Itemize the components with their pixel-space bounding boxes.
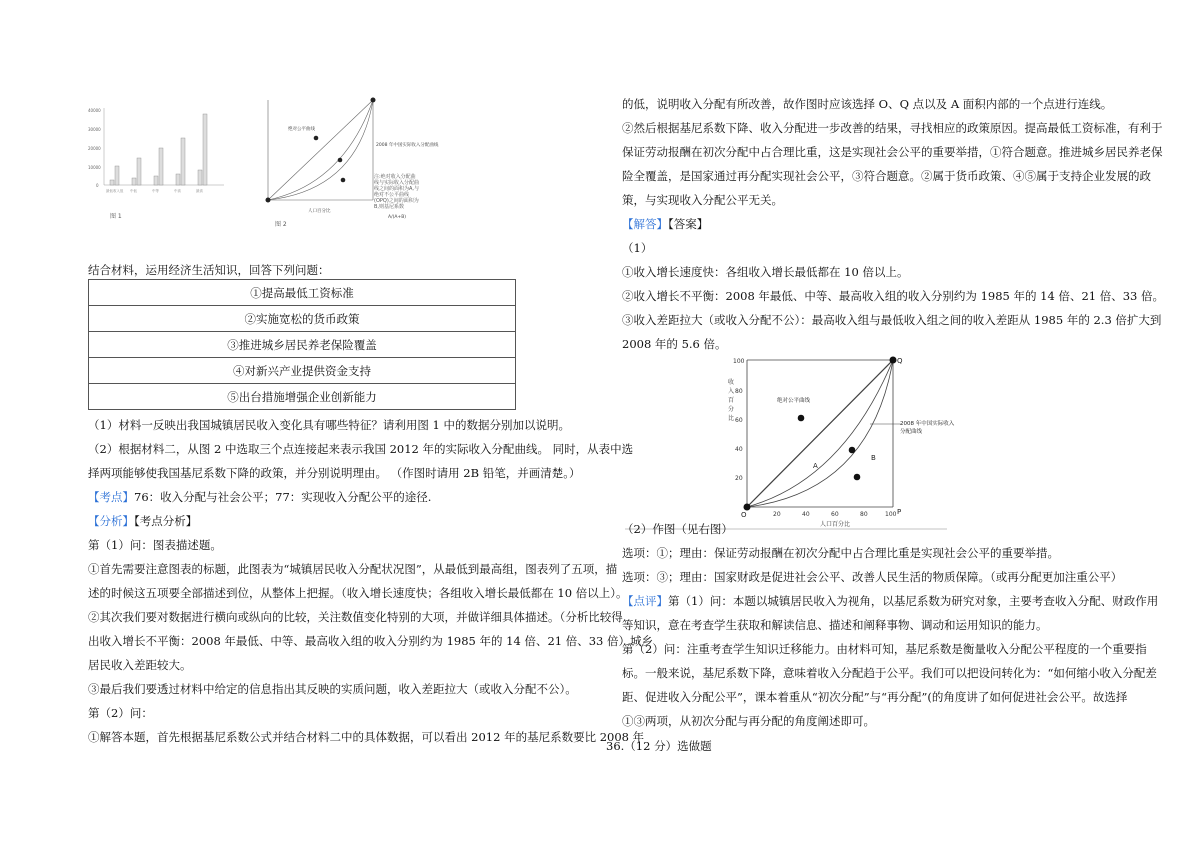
bar <box>110 180 114 185</box>
bar <box>176 174 180 185</box>
svg-text:80: 80 <box>860 511 868 518</box>
fig1-ytick: 0 <box>96 183 99 188</box>
right-line: 距、促进收入分配公平”，课本着重从“初次分配”与“再分配”(的角度讲了如何促进社会公平。故选择 <box>622 690 1128 704</box>
svg-text:人口百分比: 人口百分比 <box>308 209 331 214</box>
svg-text:60: 60 <box>831 511 839 518</box>
svg-text:绝对公平曲线: 绝对公平曲线 <box>288 127 315 132</box>
fig2-formula: A/(A+B) <box>388 215 407 220</box>
label-b: B <box>871 454 876 462</box>
fig3-xlabel: 人口百分比 <box>820 521 851 528</box>
svg-text:中低: 中低 <box>130 189 137 193</box>
bar <box>198 170 202 185</box>
question-36: 36.（12 分）选做题 <box>606 739 712 753</box>
svg-text:40: 40 <box>802 511 810 518</box>
bar <box>181 138 185 185</box>
label-a: A <box>813 462 818 470</box>
right-line: 选项：①；理由：保证劳动报酬在初次分配中占合理比重是实现社会公平的重要举措。 <box>622 546 1059 560</box>
bar <box>132 178 136 185</box>
fig1-ytick: 20000 <box>88 146 101 151</box>
intro-text: 结合材料，运用经济生活知识，回答下列问题： <box>88 263 330 277</box>
bar <box>137 158 141 185</box>
fenxi-tag: 【分析】 <box>88 514 134 528</box>
right-line: 标。一般来说，基尼系数下降，意味着收入分配趋于公平。我们可以把设问转化为：“如何缩小收入分配差 <box>622 666 1157 680</box>
svg-text:80: 80 <box>735 388 743 395</box>
svg-text:中等: 中等 <box>152 189 159 193</box>
analysis-line: ①首先需要注意图表的标题，此图表为“城镇居民收入分配状况图”，从最低到最高组，图表列了五项，描 <box>88 562 618 576</box>
fig2-caption: 图 2 <box>275 221 287 228</box>
right-line: ①③两项，从初次分配与再分配的角度阐述即可。 <box>622 714 875 728</box>
right-line: ②收入增长不平衡：2008 年最低、中等、最高收入组的收入分别约为 1985 年的 14 倍、21 倍、33 倍。 <box>622 289 1165 303</box>
point-o <box>744 504 751 511</box>
right-line: 2008 年的 5.6 倍。 <box>622 337 727 351</box>
right-line: 选项：③；理由：国家财政是促进社会公平、改善人民生活的物质保障。（或再分配更加注重公平） <box>622 570 1123 584</box>
figure-1-bar-chart <box>86 100 226 225</box>
answer-lorenz-chart <box>725 352 955 530</box>
svg-text:20: 20 <box>773 511 781 518</box>
analysis-line: ①解答本题，首先根据基尼系数公式并结合材料二中的具体数据，可以看出 2012 年的基尼系数要比 2008 年 <box>88 730 645 744</box>
bar <box>203 114 207 185</box>
point <box>849 447 856 454</box>
fig1-ytick: 40000 <box>88 108 101 113</box>
analysis-line: ②其次我们要对数据进行横向或纵向的比较，关注数值变化特别的大项，并做详细具体描述。（分析比较得 <box>88 610 623 624</box>
option-cell: ①提高最低工资标准 <box>89 280 516 306</box>
analysis-line: 居民收入差距较大。 <box>88 658 192 672</box>
label-q: Q <box>897 357 903 365</box>
policy-options-table <box>88 279 516 410</box>
q1-head: 第（1）问：图表描述题。 <box>88 538 222 552</box>
q2-head: 第（2）问： <box>88 706 153 720</box>
label-o: O <box>741 511 747 519</box>
bar <box>159 148 163 185</box>
question-2-line2: 择两项能够使我国基尼系数下降的政策，并分别说明理由。 （作图时请用 2B 铅笔，并画清楚。） <box>88 466 581 480</box>
point <box>854 474 861 481</box>
right-line: ③收入差距拉大（或收入分配不公）：最高收入组与最低收入组之间的收入差距从 1985 年的 2.3 倍扩大到 <box>622 313 1162 327</box>
option-cell: ③推进城乡居民养老保险覆盖 <box>89 332 516 358</box>
right-line: ②然后根据基尼系数下降、收入分配进一步改善的结果，寻找相应的政策原因。提高最低工资标准，有利于 <box>622 121 1163 135</box>
question-2-line1: （2）根据材料二，从图 2 中选取三个点连接起来表示我国 2012 年的实际收入分配曲线。 同时，从表中选 <box>88 442 634 456</box>
svg-text:中高: 中高 <box>174 189 181 193</box>
svg-text:最高: 最高 <box>196 189 203 193</box>
right-line: 保证劳动报酬在初次分配中占合理比重，这是实现社会公平的重要举措，①符合题意。推进城乡居民养老保 <box>622 145 1163 159</box>
bar <box>154 176 158 185</box>
fig3-legend-2008: 2008 年中国实际收入分配曲线 <box>900 421 955 435</box>
option-cell: ⑤出台措施增强企业创新能力 <box>89 384 516 410</box>
fig3-legend-abs: 绝对公平曲线 <box>777 398 811 404</box>
right-line: 的低，说明收入分配有所改善，故作图时应该选择 O、Q 点以及 A 面积内部的一个点进行连线。 <box>622 97 1113 111</box>
figure-2-lorenz-chart <box>248 92 439 232</box>
right-line: 险全覆盖，是国家通过再分配实现社会公平，③符合题意。②属于货币政策、④⑤属于支持企业发展的政 <box>622 169 1151 183</box>
option-cell: ④对新兴产业提供资金支持 <box>89 358 516 384</box>
svg-text:40: 40 <box>735 446 743 453</box>
right-line: 策，与实现收入分配公平无关。 <box>622 193 783 207</box>
right-line: （2）作图（见右图） <box>622 522 733 536</box>
analysis-line: ③最后我们要透过材料中给定的信息指出其反映的实质问题，收入差距拉大（或收入分配不公）。 <box>88 682 577 696</box>
svg-text:60: 60 <box>735 417 743 424</box>
kaodian-line: 【考点】76：收入分配与社会公平；77：实现收入分配公平的途径. <box>88 490 432 504</box>
point <box>798 415 805 422</box>
fig1-ytick: 30000 <box>88 127 101 132</box>
fig1-ytick: 10000 <box>88 165 101 170</box>
right-line: （1） <box>622 241 653 255</box>
question-1: （1）材料一反映出我国城镇居民收入变化具有哪些特征？请利用图 1 中的数据分别加以说明。 <box>88 418 570 432</box>
kaodian-tag: 【考点】 <box>88 490 134 504</box>
svg-text:最低收入组: 最低收入组 <box>106 189 124 193</box>
analysis-line: 述的时候这五项要全部描述到位，从整体上把握。（收入增长速度快；各组收入增长最低都在 10 倍以上）。 <box>88 586 628 600</box>
dianping-tag: 【点评】 <box>622 594 668 608</box>
fig1-caption: 图 1 <box>110 213 122 220</box>
right-line: 等知识，意在考查学生获取和解读信息、描述和阐释事物、调动和运用知识的能力。 <box>622 618 1048 632</box>
right-line: 第（2）问：注重考查学生知识迁移能力。由材料可知，基尼系数是衡量收入分配公平程度的一个重要指 <box>622 642 1147 656</box>
svg-text:20: 20 <box>735 475 743 482</box>
fig3-ylabel: 收入百分比 <box>728 379 735 422</box>
svg-text:100: 100 <box>885 511 897 518</box>
option-cell: ②实施宽松的货币政策 <box>89 306 516 332</box>
point-q <box>890 357 897 364</box>
jieda-tag: 【解答】 <box>622 217 668 231</box>
svg-text:100: 100 <box>733 358 745 365</box>
fenxi-line: 【分析】【考点分析】 <box>88 514 198 528</box>
fig2-note: 注:绝对收入分配曲线与实际收入分配曲线之间的面积为A,与绝对不公平曲线(OPQ)之间的面积为B,则基尼系数 <box>374 174 420 210</box>
bar <box>115 166 119 185</box>
label-p: P <box>897 508 902 516</box>
dianping-line: 【点评】第（1）问：本题以城镇居民收入为视角，以基尼系数为研究对象，主要考查收入分配、财政作用 <box>622 594 1159 608</box>
jieda-line: 【解答】【答案】 <box>622 217 709 231</box>
analysis-line: 出收入增长不平衡：2008 年最低、中等、最高收入组的收入分别约为 1985 年的 14 倍、21 倍、33 倍）城乡 <box>88 634 654 648</box>
fig2-legend-2008: 2008 年中国实际收入分配曲线 <box>376 143 439 148</box>
right-line: ①收入增长速度快：各组收入增长最低都在 10 倍以上。 <box>622 265 909 279</box>
